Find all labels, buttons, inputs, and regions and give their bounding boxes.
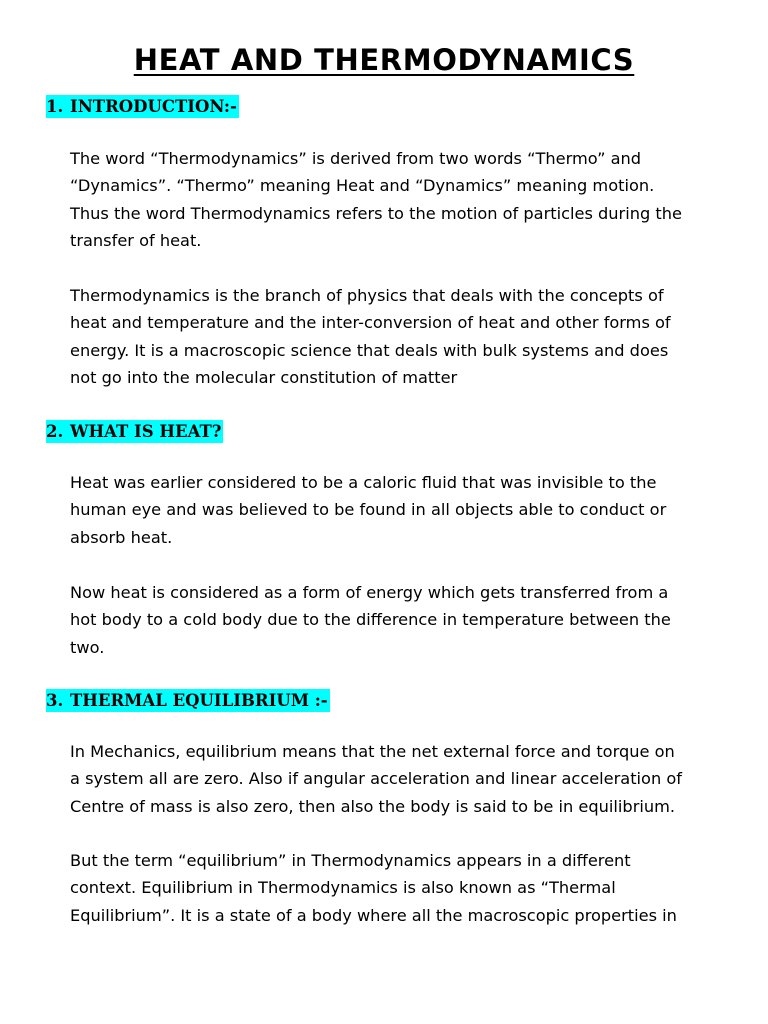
text-line: transfer of heat. — [70, 231, 202, 251]
text-line: But the term “equilibrium” in Thermodynamics appears in a different — [70, 851, 631, 870]
text-line: Heat was earlier considered to be a caloric fluid that was invisible to the — [70, 473, 657, 492]
text-line: two. — [70, 637, 105, 657]
section-heading-introduction — [46, 95, 239, 118]
paragraph-intro-1 — [70, 145, 730, 255]
paragraph-intro-2 — [70, 282, 730, 392]
section-heading-text: THERMAL EQUILIBRIUM :- — [70, 691, 328, 710]
paragraph-heat-1 — [70, 469, 730, 551]
section-heading-what-is-heat — [46, 420, 223, 443]
text-line: The word “Thermodynamics” is derived from two words “Thermo” and — [70, 149, 642, 168]
text-line: “Dynamics”. “Thermo” meaning Heat and “Dynamics” meaning motion. — [70, 176, 655, 196]
text-line: Thus the word Thermodynamics refers to the motion of particles during the — [70, 203, 682, 223]
text-line: Equilibrium”. It is a state of a body where all the macroscopic properties in — [70, 905, 677, 925]
text-line: In Mechanics, equilibrium means that the net external force and torque on — [70, 742, 675, 761]
section-heading-text: WHAT IS HEAT? — [70, 422, 222, 441]
document-title: HEAT AND THERMODYNAMICS — [133, 43, 635, 77]
section-number: 3. — [46, 691, 64, 710]
text-line: Now heat is considered as a form of energy which gets transferred from a — [70, 583, 669, 602]
paragraph-equilibrium-2 — [70, 847, 730, 929]
section-heading-thermal-equilibrium — [46, 689, 330, 712]
text-line: absorb heat. — [70, 527, 173, 547]
paragraph-equilibrium-1 — [70, 738, 730, 820]
section-number: 1. — [46, 97, 64, 116]
text-line: Centre of mass is also zero, then also the body is said to be in equilibrium. — [70, 796, 676, 816]
text-line: Thermodynamics is the branch of physics that deals with the concepts of — [70, 286, 664, 305]
paragraph-heat-2 — [70, 579, 730, 661]
text-line: energy. It is a macroscopic science that deals with bulk systems and does — [70, 340, 669, 360]
section-number: 2. — [46, 422, 64, 441]
text-line: human eye and was believed to be found in all objects able to conduct or — [70, 500, 667, 520]
text-line: hot body to a cold body due to the difference in temperature between the — [70, 610, 671, 630]
text-line: context. Equilibrium in Thermodynamics is also known as “Thermal — [70, 878, 616, 898]
text-line: heat and temperature and the inter-conversion of heat and other forms of — [70, 313, 671, 333]
text-line: not go into the molecular constitution of matter — [70, 368, 458, 388]
text-line: a system all are zero. Also if angular acceleration and linear acceleration of — [70, 769, 682, 789]
section-heading-text: INTRODUCTION:- — [70, 97, 237, 116]
